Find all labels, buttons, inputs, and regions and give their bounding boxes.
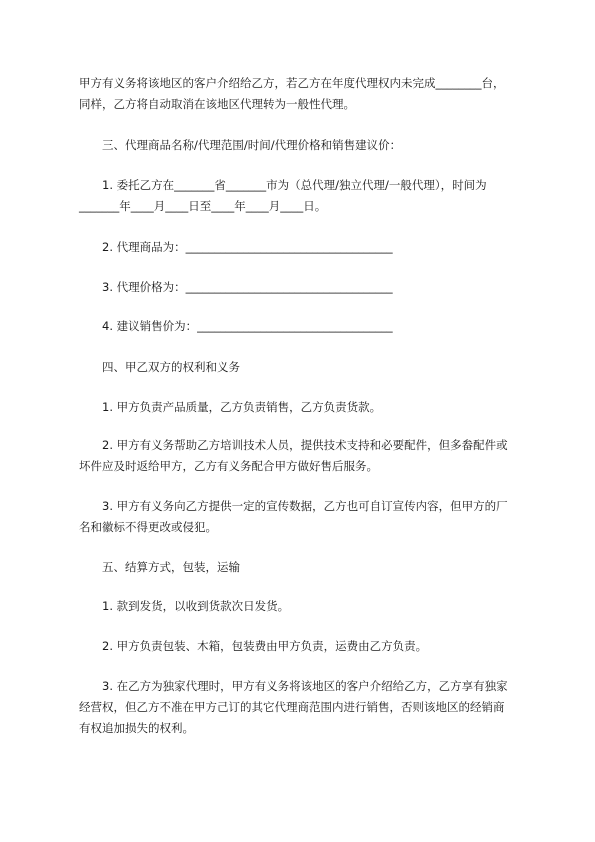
section-3-item-3: 3. 代理价格为：____________________________________ — [102, 280, 393, 294]
section-3-item-1-line-1: 1. 委托乙方在_______省_______市为（总代理/独立代理/一般代理），时间为 — [102, 178, 487, 192]
section-4-item-3-line-1: 3. 甲方有义务向乙方提供一定的宣传数据，乙方也可自订宣传内容，但甲方的厂 — [102, 499, 508, 513]
section-4-heading: 四、甲乙双方的权利和义务 — [102, 360, 240, 374]
section-4-item-2-line-2: 坏件应及时返给甲方，乙方有义务配合甲方做好售后服务。 — [79, 459, 378, 473]
section-4-item-3-line-2: 名和徽标不得更改或侵犯。 — [79, 520, 217, 534]
section-5-heading: 五、结算方式，包装，运输 — [102, 560, 240, 574]
intro-line-2: 同样，乙方将自动取消在该地区代理转为一般性代理。 — [79, 97, 355, 111]
section-5-item-3-line-2: 经营权，但乙方不准在甲方己订的其它代理商范围内进行销售，否则该地区的经销商 — [79, 700, 505, 714]
section-3-item-2: 2. 代理商品为：____________________________________ — [102, 240, 393, 254]
section-5-item-3-line-3: 有权追加损失的权利。 — [79, 721, 194, 735]
section-3-heading: 三、代理商品名称/代理范围/时间/代理价格和销售建议价： — [102, 138, 402, 152]
section-3-item-4: 4. 建议销售价为：__________________________________ — [102, 319, 393, 333]
section-5-item-2: 2. 甲方负责包装、木箱，包装费由甲方负责，运费由乙方负责。 — [102, 639, 428, 653]
section-3-item-1-line-2: _______年____月____日至____年____月____日。 — [79, 199, 327, 213]
section-4-item-1: 1. 甲方负责产品质量，乙方负责销售，乙方负责货款。 — [102, 400, 382, 414]
section-4-item-2-line-1: 2. 甲方有义务帮助乙方培训技术人员，提供技术支持和必要配件，但多畚配件或 — [102, 438, 508, 452]
section-5-item-1: 1. 款到发货，以收到货款次日发货。 — [102, 599, 290, 613]
section-5-item-3-line-1: 3. 在乙方为独家代理时，甲方有义务将该地区的客户介绍给乙方，乙方享有独家 — [102, 679, 508, 693]
intro-line-1: 甲方有义务将该地区的客户介绍给乙方，若乙方在年度代理权内未完成________台， — [79, 76, 505, 90]
